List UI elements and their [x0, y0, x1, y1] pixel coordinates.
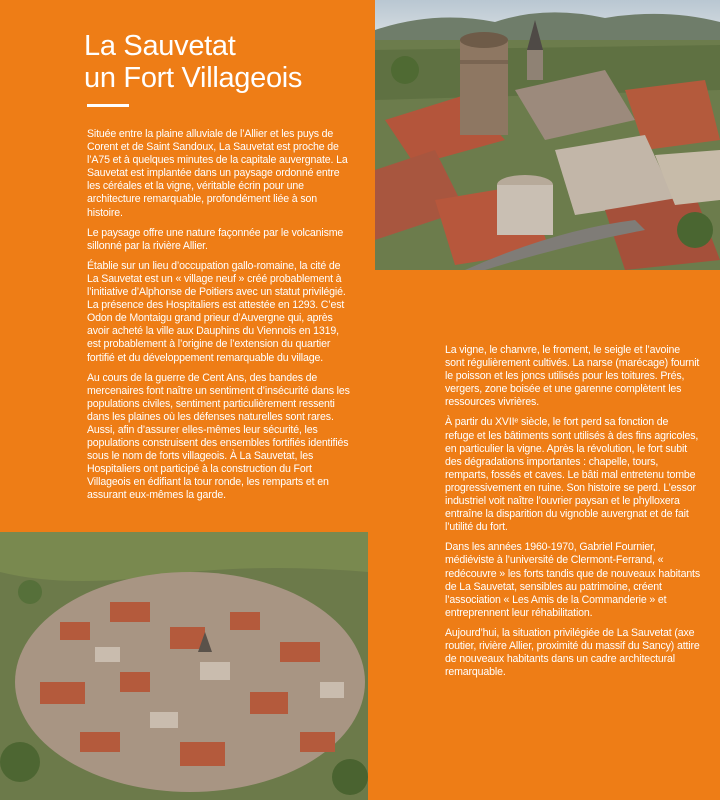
paragraph-crops: La vigne, le chanvre, le froment, le seigle et l’avoine sont régulièrement cultivés. La narse (marécage) fournit le poisson et les joncs utilisés pour les toitures. Prés, vergers, zone boisée et une garenne complètent les ressources vivrières. [445, 344, 700, 409]
title-line-1: La Sauvetat [84, 30, 236, 62]
page-title [84, 30, 374, 94]
paragraph-origins: Établie sur un lieu d’occupation gallo-romaine, la cité de La Sauvetat est un « village neuf » créé probablement à l’initiative d’Alphonse de Poitiers avec un statut privilégié. La présence des Hospitaliers est attestée en 1293. C’est Odon de Montaigu grand prieur d’Auvergne qui, après avoir acheté la ville aux Dauphins du Viennois en 1319, est probablement à l’origine de l’extension du quartier fortifié et du développement remarquable du village. [87, 259, 346, 364]
left-text-column [87, 128, 351, 510]
paragraph-today: Aujourd’hui, la situation privilégiée de La Sauvetat (axe routier, rivière Allier, proximité du massif du Sancy) attire de nouveaux habitants dans un cadre architectural remarquable. [445, 626, 700, 679]
village-aerial-photo [0, 532, 368, 800]
paragraph-rediscovery: Dans les années 1960-1970, Gabriel Fournier, médiéviste à l’université de Clermont-Ferrand, « redécouvre » les forts tandis que de nouveaux habitants de La Sauvetat, sensibles au patrimoine, créent l’association « Les Amis de la Commanderie » et entreprennent leur réhabilitation. [445, 541, 701, 619]
paragraph-landscape: Le paysage offre une nature façonnée par le volcanisme sillonné par la rivière Allier. [87, 226, 344, 252]
right-text-column [445, 344, 700, 686]
paragraph-intro: Située entre la plaine alluviale de l’Allier et les puys de Corent et de Saint Sandoux, La Sauvetat est proche de l’A75 et à quelques minutes de la capitale auvergnate. La Sauvetat est implantée dans un paysage ordonné entre les céréales et la vigne, véritable écrin pour une architecture remarquable, profondément liée à son histoire. [87, 128, 348, 219]
title-underline [87, 104, 129, 107]
title-line-2: un Fort Villageois [84, 62, 303, 94]
paragraph-decline: À partir du XVIIᵉ siècle, le fort perd sa fonction de refuge et les bâtiments sont utilisés à des fins agricoles, en particulier la vigne. Après la révolution, le fort subit des dégradations importantes : chapelle, tours, remparts, fossés et caves. Le bâti mal entretenu tombe progressivement en ruine. Son histoire se perd. L’essor industriel voit naître l’ouvrier paysan et le phylloxera entraîne la disparition du vignoble auvergnat et de fait l’utilité du fort. [445, 416, 699, 534]
paragraph-hundred-years-war: Au cours de la guerre de Cent Ans, des bandes de mercenaires font naître un sentiment d’insécurité dans les populations civiles, sentiment particulièrement ressenti dans les plaines où les défenses naturelles sont rares. Aussi, afin d’assurer elles-mêmes leur sécurité, les populations construisent des ensembles fortifiés identifiés sous le nom de forts villageois. À La Sauvetat, les Hospitaliers ont participé à la construction du Fort Villageois en édifiant la tour ronde, les remparts et en assurant eux-mêmes la garde. [87, 371, 350, 502]
fort-aerial-photo [375, 0, 720, 270]
